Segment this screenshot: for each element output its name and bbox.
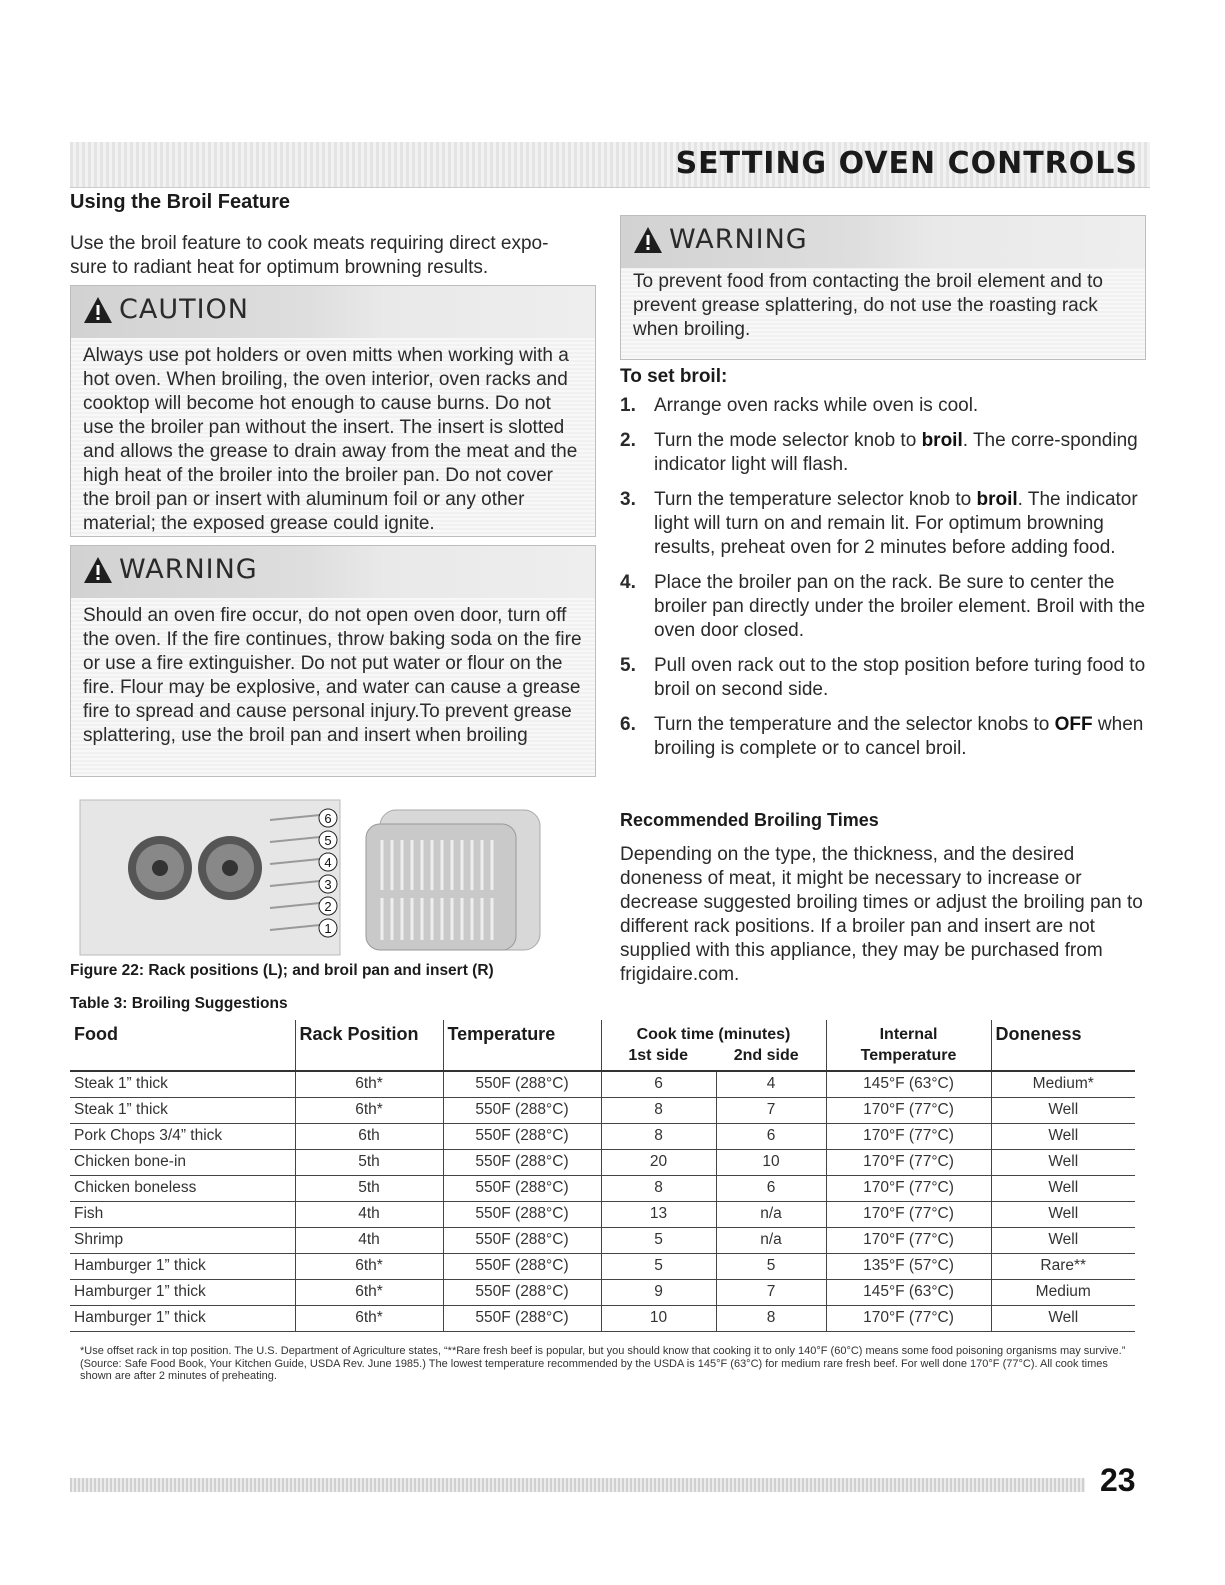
fan-icon <box>128 836 192 900</box>
table-row: Shrimp 4th 550F (288°C) 5 n/a 170°F (77°C) Well <box>70 1227 1135 1253</box>
rack-label-3: 3 <box>324 877 332 892</box>
table-row: Chicken bone-in 5th 550F (288°C) 20 10 170°F (77°C) Well <box>70 1149 1135 1175</box>
page-number: 23 <box>1100 1462 1136 1498</box>
warning-triangle-icon <box>83 556 113 584</box>
table-header-row <box>70 1020 1135 1071</box>
col-rack: Rack Position <box>295 1020 443 1071</box>
table-row: Hamburger 1” thick 6th* 550F (288°C) 10 8 170°F (77°C) Well <box>70 1305 1135 1331</box>
caution-box <box>70 285 596 537</box>
list-item: 2. Turn the mode selector knob to broil. The corre-sponding indicator light will flash. <box>620 430 1138 475</box>
table-row: Hamburger 1” thick 6th* 550F (288°C) 5 5 135°F (57°C) Rare** <box>70 1253 1135 1279</box>
broil-pan-icon <box>366 810 540 950</box>
caution-label: CAUTION <box>119 294 249 325</box>
rack-label-2: 2 <box>324 899 332 914</box>
broiling-table <box>70 1020 1135 1332</box>
col-second-side: 2nd side <box>733 1047 799 1064</box>
header-band <box>70 142 1150 188</box>
col-doneness: Doneness <box>991 1020 1135 1071</box>
rack-label-5: 5 <box>324 833 332 848</box>
caution-header <box>71 286 595 338</box>
table-row: Steak 1” thick 6th* 550F (288°C) 6 4 145°F (63°C) Medium* <box>70 1071 1135 1097</box>
warning-label-left: WARNING <box>119 554 258 585</box>
broil-feature-heading: Using the Broil Feature <box>70 191 291 213</box>
col-food: Food <box>74 1024 118 1044</box>
rack-figure <box>70 790 560 960</box>
rack-label-6: 6 <box>324 811 332 826</box>
page-section-title: SETTING OVEN CONTROLS <box>675 146 1138 181</box>
col-internal-temp: Internal Temperature <box>826 1020 991 1071</box>
fan-icon <box>198 836 262 900</box>
broil-steps-list <box>620 394 1150 772</box>
table-row: Steak 1” thick 6th* 550F (288°C) 8 7 170°F (77°C) Well <box>70 1097 1135 1123</box>
footer-band <box>70 1478 1085 1492</box>
table-row: Fish 4th 550F (288°C) 13 n/a 170°F (77°C) Well <box>70 1201 1135 1227</box>
caution-text: Always use pot holders or oven mitts when working with a hot oven. When broiling, the oven interior, oven racks and cooktop will become hot enough to cause burns. Do not use the broiler pan without the insert. The insert is slotted and allows the grease to drain away from the meat and the high heat of the broiler into the broiler pan. Do not cover the broil pan or insert with aluminum foil or any other material; the exposed grease could ignite. <box>83 345 578 534</box>
warning-text-left: Should an oven fire occur, do not open oven door, turn off the oven. If the fire continues, throw baking soda on the fire or use a fire extinguisher. Do not put water or flour on the fire. Flour may be explosive, and water can cause a grease fire to spread and cause personal injury.To prevent grease splattering, use the broil pan and insert when broiling <box>83 605 582 746</box>
warning-triangle-icon <box>83 296 113 324</box>
set-broil-heading: To set broil: <box>620 366 728 387</box>
recommended-heading: Recommended Broiling Times <box>620 810 879 830</box>
list-item: 3. Turn the temperature selector knob to broil. The indicator light will turn on and remain lit. For optimum browning results, preheat oven for 2 minutes before adding food. <box>620 489 1138 558</box>
table-row: Chicken boneless 5th 550F (288°C) 8 6 170°F (77°C) Well <box>70 1175 1135 1201</box>
col-temp: Temperature <box>443 1020 601 1071</box>
table-footnote: *Use offset rack in top position. The U.S. Department of Agriculture states, “**Rare fresh beef is popular, but you should know that cooking it to only 140°F (60°C) means some food poisoning organisms may survive.” (Source: Safe Food Book, Your Kitchen Guide, USDA Rev. June 1985.) The lowest temperature recommended by the USDA is 145°F (63°C) for medium rare fresh beef. For well done 170°F (77°C). All cook times shown are after 2 minutes of preheating. <box>80 1345 1126 1382</box>
warning-text-right: To prevent food from contacting the broil element and to prevent grease splattering, do not use the roasting rack when broiling. <box>633 271 1103 340</box>
oven-rack-illustration <box>70 790 560 960</box>
list-item: 5. Pull oven rack out to the stop position before turing food to broil on second side. <box>620 655 1146 700</box>
warning-header-right <box>621 216 1145 268</box>
figure-caption: Figure 22: Rack positions (L); and broil pan and insert (R) <box>70 962 494 979</box>
broil-intro-text: Use the broil feature to cook meats requiring direct expo-sure to radiant heat for optimum browning results. <box>70 233 549 278</box>
rack-label-4: 4 <box>324 855 332 870</box>
recommended-text: Depending on the type, the thickness, and the desired doneness of meat, it might be necessary to increase or decrease suggested broiling times or adjust the broiling pan to different rack positions. If a broiler pan and insert are not supplied with this appliance, they may be purchased from frigidaire.com. <box>620 844 1143 985</box>
warning-label-right: WARNING <box>669 224 808 255</box>
rack-label-1: 1 <box>324 921 332 936</box>
col-cook-time: Cook time (minutes) 1st side 2nd side <box>601 1020 826 1071</box>
warning-triangle-icon <box>633 226 663 254</box>
warning-box-right <box>620 215 1146 360</box>
list-item: 1. Arrange oven racks while oven is cool. <box>620 395 979 416</box>
list-item: 4. Place the broiler pan on the rack. Be sure to center the broiler pan directly under the broiler element. Broil with the oven door closed. <box>620 572 1146 641</box>
warning-box-left <box>70 545 596 777</box>
col-first-side: 1st side <box>628 1047 688 1064</box>
list-item: 6. Turn the temperature and the selector knobs to OFF when broiling is complete or to cancel broil. <box>620 714 1144 759</box>
table-caption: Table 3: Broiling Suggestions <box>70 995 288 1012</box>
warning-header-left <box>71 546 595 598</box>
table-row: Pork Chops 3/4” thick 6th 550F (288°C) 8 6 170°F (77°C) Well <box>70 1123 1135 1149</box>
table-row: Hamburger 1” thick 6th* 550F (288°C) 9 7 145°F (63°C) Medium <box>70 1279 1135 1305</box>
